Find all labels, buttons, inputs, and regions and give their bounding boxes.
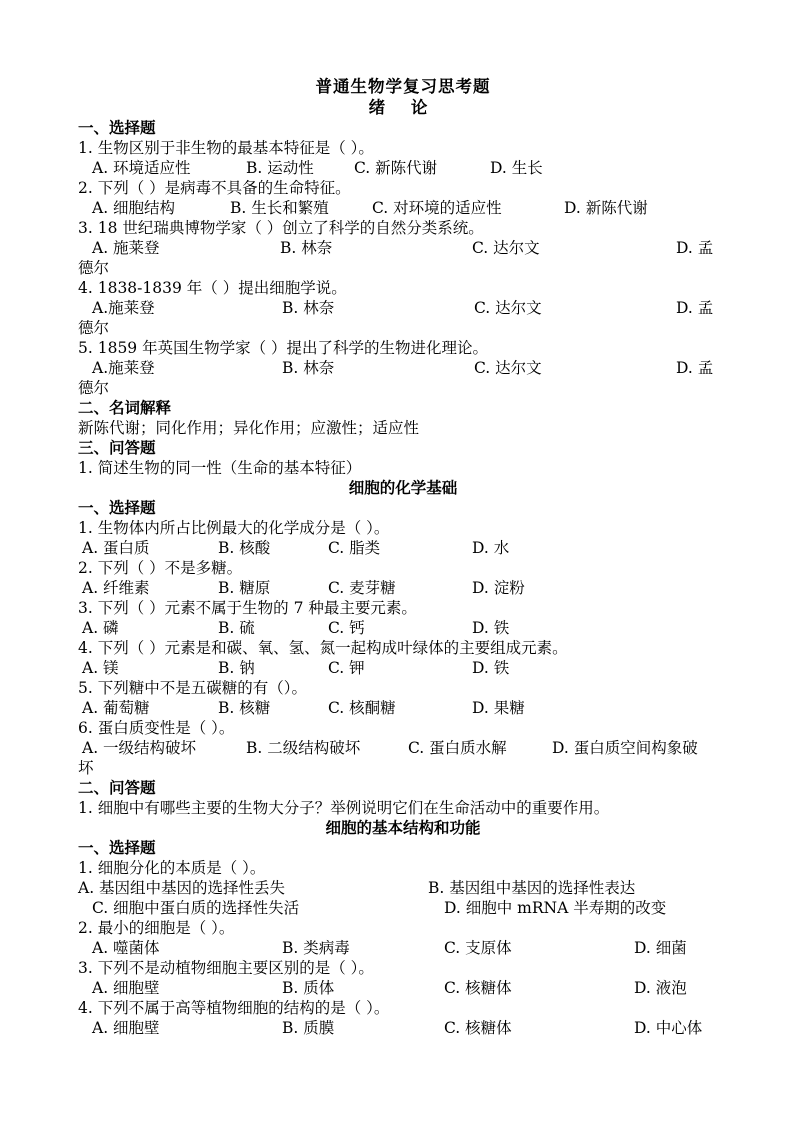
options-row [78,198,728,218]
question: 2. 下列（ ）是病毒不具备的生命特征。 [78,179,351,197]
option: C. 支原体 [444,939,512,957]
question: 4. 1838-1839 年（ ）提出细胞学说。 [78,279,347,297]
options-row [78,698,728,718]
chapter-title: 细胞的化学基础 [348,478,458,497]
question: 6. 蛋白质变性是（ ）。 [78,719,235,737]
options-row [78,1018,728,1038]
option: B. 类病毒 [282,939,350,957]
document-page [78,76,728,1038]
option: D. 新陈代谢 [564,199,648,217]
option: A. 蛋白质 [82,539,150,557]
option: B. 核酸 [218,539,271,557]
section-heading: 二、名词解释 [78,399,172,417]
option: C. 核糖体 [444,1019,512,1037]
option: B. 林奈 [282,359,335,377]
option: D. 细菌 [634,939,687,957]
option: B. 钠 [218,659,255,677]
option: B. 生长和繁殖 [230,199,329,217]
option: D. 孟 [676,239,714,257]
question: 5. 1859 年英国生物学家（ ）提出了科学的生物进化理论。 [78,339,489,357]
options-row [78,158,728,178]
options-row [78,878,728,898]
option: B. 质体 [282,979,335,997]
option: C. 麦芽糖 [328,579,396,597]
option: D. 铁 [472,619,510,637]
option: B. 林奈 [280,239,333,257]
options-row [78,238,728,258]
options-row [78,658,728,678]
option: D. 液泡 [634,979,687,997]
option: A.施莱登 [92,359,155,377]
options-row [78,618,728,638]
question: 3. 下列不是动植物细胞主要区别的是（ ）。 [78,959,374,977]
section-heading: 三、问答题 [78,439,156,457]
option: C. 对环境的适应性 [372,199,502,217]
option: A. 一级结构破坏 [82,739,197,757]
option: B. 硫 [218,619,255,637]
options-row [78,358,728,378]
option: D. 铁 [472,659,510,677]
option: D. 孟 [676,299,714,317]
option: A. 磷 [82,619,119,637]
terms-list: 新陈代谢；同化作用；异化作用；应激性；适应性 [78,419,420,437]
options-row [78,898,728,918]
option: B. 二级结构破坏 [246,739,361,757]
page-title: 普通生物学复习思考题 [315,77,491,96]
option: A. 镁 [82,659,119,677]
option: D. 果糖 [472,699,525,717]
wrapped-text: 德尔 [78,259,110,277]
section-heading: 一、选择题 [78,499,156,517]
section-heading: 一、选择题 [78,839,156,857]
option: D. 水 [472,539,510,557]
option: C. 蛋白质水解 [408,739,507,757]
option: C. 新陈代谢 [354,159,438,177]
question: 3. 下列（ ）元素不属于生物的 7 种最主要元素。 [78,599,417,617]
section-heading: 一、选择题 [78,119,156,137]
question: 1. 细胞分化的本质是（ ）。 [78,859,266,877]
option: A. 基因组中基因的选择性丢失 [78,879,286,897]
question: 1. 简述生物的同一性（生命的基本特征） [78,459,362,477]
option: A. 噬菌体 [92,939,160,957]
option: B. 运动性 [246,159,314,177]
option: A. 细胞壁 [92,979,160,997]
option: C. 钾 [328,659,365,677]
option: D. 蛋白质空间构象破 [552,739,698,757]
option: D. 中心体 [634,1019,703,1037]
option: C. 钙 [328,619,365,637]
question: 4. 下列不属于高等植物细胞的结构的是（ ）。 [78,999,390,1017]
option: B. 糖原 [218,579,271,597]
question: 5. 下列糖中不是五碳糖的有（）。 [78,679,307,697]
option: D. 生长 [490,159,543,177]
option: C. 脂类 [328,539,381,557]
options-row [78,938,728,958]
question: 2. 下列（ ）不是多糖。 [78,559,243,577]
wrapped-text: 坏 [78,759,94,777]
chapter-title: 绪 论 [368,98,438,117]
option: A. 纤维素 [82,579,150,597]
option: D. 细胞中 mRNA 半寿期的改变 [444,899,667,917]
option: C. 达尔文 [474,359,542,377]
option: D. 淀粉 [472,579,525,597]
options-row [78,578,728,598]
option: A. 葡萄糖 [82,699,150,717]
question: 1. 细胞中有哪些主要的生物大分子？举例说明它们在生命活动中的重要作用。 [78,799,610,817]
question: 1. 生物区别于非生物的最基本特征是（ ）。 [78,139,374,157]
question: 4. 下列（ ）元素是和碳、氧、氢、氮一起构成叶绿体的主要组成元素。 [78,639,568,657]
chapter-title: 细胞的基本结构和功能 [325,818,481,837]
option: B. 核糖 [218,699,271,717]
option: C. 核酮糖 [328,699,396,717]
option: C. 达尔文 [474,299,542,317]
question: 3. 18 世纪瑞典博物学家（ ）创立了科学的自然分类系统。 [78,219,484,237]
option: A. 细胞结构 [92,199,176,217]
options-row [78,738,728,758]
wrapped-text: 德尔 [78,379,110,397]
option: C. 达尔文 [472,239,540,257]
options-row [78,298,728,318]
option: B. 林奈 [282,299,335,317]
option: C. 核糖体 [444,979,512,997]
question: 1. 生物体内所占比例最大的化学成分是（ ）。 [78,519,390,537]
option: A. 施莱登 [92,239,160,257]
option: A.施莱登 [92,299,155,317]
options-row [78,538,728,558]
section-heading: 二、问答题 [78,779,156,797]
option: A. 环境适应性 [92,159,191,177]
option: A. 细胞壁 [92,1019,160,1037]
option: C. 细胞中蛋白质的选择性失活 [92,899,300,917]
option: D. 孟 [676,359,714,377]
option: B. 基因组中基因的选择性表达 [428,879,636,897]
options-row [78,978,728,998]
question: 2. 最小的细胞是（ ）。 [78,919,235,937]
wrapped-text: 德尔 [78,319,110,337]
option: B. 质膜 [282,1019,335,1037]
